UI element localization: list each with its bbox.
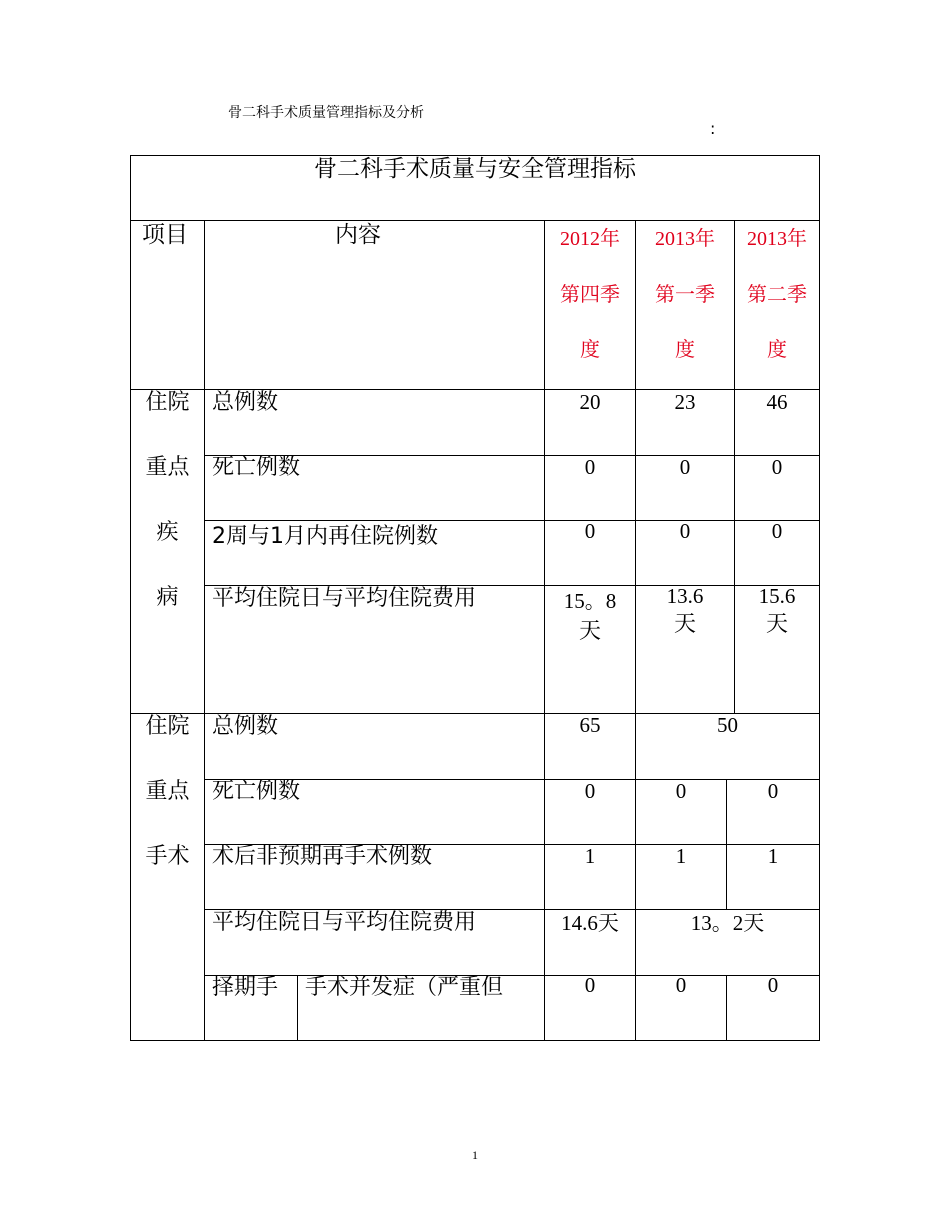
cell-value: 0 (679, 455, 691, 479)
header-period-2013-q1: 2013年 第一季 度 (655, 228, 715, 361)
cell-value: 1 (584, 844, 596, 868)
row-name-unplanned-reoperation: 术后非预期再手术例数 (212, 844, 433, 869)
cell-value: 65 (579, 713, 601, 737)
cell-value: 0 (771, 455, 783, 479)
cell-value: 15.6 天 (758, 584, 796, 637)
cell-value: 23 (674, 390, 696, 414)
row-name-elective-surgery: 择期手 (212, 975, 279, 1000)
cell-value: 1 (767, 844, 779, 868)
cell-value: 13。2天 (690, 911, 765, 935)
row-name-avg-stay-cost: 平均住院日与平均住院费用 (212, 586, 477, 611)
page-number: 1 (472, 1148, 478, 1162)
cell-value: 0 (767, 779, 779, 803)
cell-value: 13.6 天 (666, 584, 704, 637)
row-name-avg-stay-cost: 平均住院日与平均住院费用 (212, 910, 477, 935)
cell-value: 0 (679, 519, 691, 543)
cell-value: 0 (771, 519, 783, 543)
table-title: 骨二科手术质量与安全管理指标 (314, 156, 636, 182)
cell-value: 50 (717, 713, 738, 737)
document-heading: 骨二科手术质量管理指标及分析 (228, 105, 424, 121)
row-name-total-cases: 总例数 (212, 390, 279, 415)
cell-value: 0 (675, 973, 687, 997)
row-name-total-cases: 总例数 (212, 714, 279, 739)
cell-value: 0 (584, 455, 596, 479)
row-name-deaths: 死亡例数 (212, 455, 301, 480)
cell-value: 15。8 天 (563, 589, 617, 644)
cell-value: 46 (766, 390, 788, 414)
cell-value: 0 (675, 779, 687, 803)
cell-value: 0 (584, 973, 596, 997)
header-item: 项目 (142, 222, 188, 248)
row-name-deaths: 死亡例数 (212, 779, 301, 804)
header-period-2013-q2: 2013年 第二季 度 (747, 228, 807, 361)
cell-value: 0 (584, 519, 596, 543)
header-content: 内容 (335, 222, 381, 248)
colon-mark: : (710, 119, 716, 138)
section-label-surgery: 住院 重点 手术 (145, 714, 190, 869)
cell-value: 0 (584, 779, 596, 803)
cell-value: 0 (767, 973, 779, 997)
header-period-2012-q4: 2012年 第四季 度 (560, 228, 620, 361)
cell-value: 14.6天 (561, 911, 619, 935)
row-name-readmissions: 2周与1月内再住院例数 (212, 524, 438, 549)
cell-value: 1 (675, 844, 687, 868)
cell-value: 20 (579, 390, 601, 414)
section-label-disease: 住院 重点 疾 病 (145, 390, 190, 610)
row-name-complications: 手术并发症（严重但 (305, 975, 504, 1000)
